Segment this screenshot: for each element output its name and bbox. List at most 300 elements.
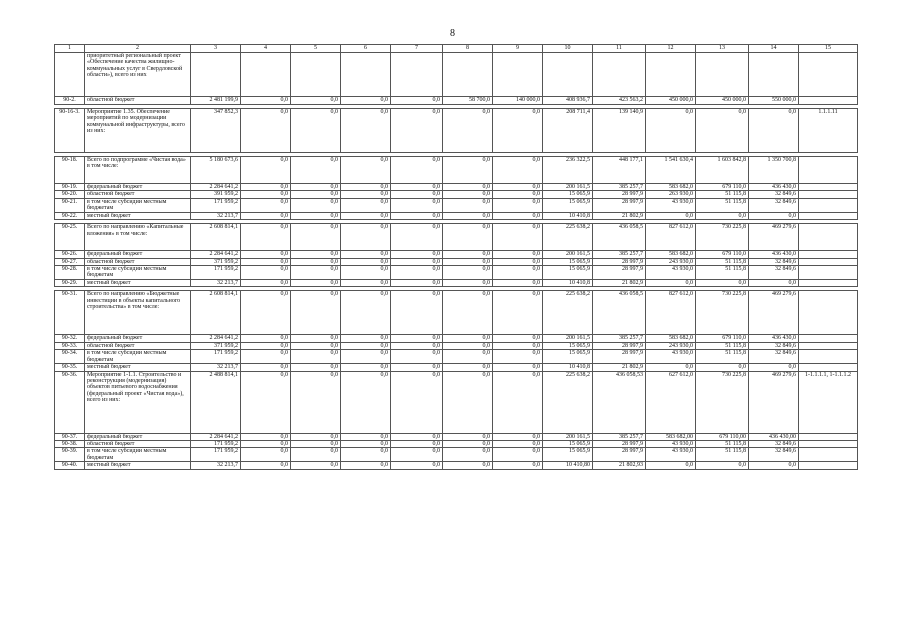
target-ref-cell xyxy=(799,441,858,448)
amount-cell: 0,0 xyxy=(341,441,391,448)
amount-cell: 0,0 xyxy=(341,462,391,469)
table-row xyxy=(55,266,858,280)
amount-cell: 43 930,0 xyxy=(646,448,696,462)
amount-cell: 423 563,2 xyxy=(593,97,646,105)
row-code-cell: 90-18. xyxy=(55,157,85,184)
amount-cell: 0,0 xyxy=(391,441,443,448)
amount-cell: 0,0 xyxy=(241,335,291,342)
amount-cell: 0,0 xyxy=(341,251,391,258)
amount-cell: 43 930,0 xyxy=(646,441,696,448)
target-ref-cell xyxy=(799,157,858,184)
amount-cell: 2 284 641,2 xyxy=(191,433,241,440)
amount-cell: 21 802,93 xyxy=(593,462,646,469)
amount-cell: 0,0 xyxy=(493,350,543,364)
amount-cell: 10 410,8 xyxy=(543,212,593,219)
amount-cell: 408 936,7 xyxy=(543,97,593,105)
row-description-cell: приоритетный региональный проект «Обеспечение качества жилищно-коммунальных услуг в Свердловской области»), всего из них xyxy=(85,53,191,97)
row-code-cell: 90-32. xyxy=(55,335,85,342)
amount-cell: 140 000,0 xyxy=(493,97,543,105)
row-code-cell: 90-21. xyxy=(55,198,85,212)
amount-cell: 0,0 xyxy=(291,280,341,287)
row-code-cell: 90-25. xyxy=(55,224,85,251)
amount-cell: 0,0 xyxy=(341,157,391,184)
table-row xyxy=(55,258,858,265)
amount-cell: 10 410,8 xyxy=(543,364,593,371)
header-cell: 15 xyxy=(799,45,858,53)
row-description-cell: Мероприятие 1-1.1. Строительство и реконструкция (модернизация) объектов питьевого водоснабжения (федеральный проект «Чистая вода»), всего из них: xyxy=(85,371,191,433)
amount-cell: 436 058,53 xyxy=(593,371,646,433)
amount-cell: 0,0 xyxy=(646,109,696,153)
target-ref-cell xyxy=(799,342,858,349)
amount-cell xyxy=(749,53,799,97)
amount-cell: 32 213,7 xyxy=(191,462,241,469)
target-ref-cell xyxy=(799,212,858,219)
header-cell: 5 xyxy=(291,45,341,53)
amount-cell: 263 930,0 xyxy=(646,191,696,198)
header-cell: 10 xyxy=(543,45,593,53)
amount-cell: 583 682,0 xyxy=(646,335,696,342)
amount-cell: 0,0 xyxy=(493,198,543,212)
amount-cell: 0,0 xyxy=(291,251,341,258)
amount-cell: 2 284 641,2 xyxy=(191,251,241,258)
amount-cell: 32 213,7 xyxy=(191,280,241,287)
amount-cell: 0,0 xyxy=(749,109,799,153)
amount-cell: 0,0 xyxy=(493,342,543,349)
amount-cell: 0,0 xyxy=(493,448,543,462)
amount-cell: 0,0 xyxy=(291,97,341,105)
amount-cell: 0,0 xyxy=(291,291,341,335)
amount-cell: 51 115,8 xyxy=(696,448,749,462)
amount-cell: 0,0 xyxy=(391,184,443,191)
amount-cell: 225 638,2 xyxy=(543,371,593,433)
amount-cell: 15 065,9 xyxy=(543,191,593,198)
amount-cell: 0,0 xyxy=(391,350,443,364)
amount-cell: 0,0 xyxy=(493,157,543,184)
row-code-cell: 90-33. xyxy=(55,342,85,349)
amount-cell: 679 110,0 xyxy=(696,184,749,191)
amount-cell: 0,0 xyxy=(391,251,443,258)
table-row xyxy=(55,364,858,371)
amount-cell: 0,0 xyxy=(241,97,291,105)
amount-cell: 28 997,9 xyxy=(593,191,646,198)
amount-cell: 0,0 xyxy=(646,212,696,219)
amount-cell: 51 115,8 xyxy=(696,191,749,198)
header-cell: 11 xyxy=(593,45,646,53)
header-cell: 13 xyxy=(696,45,749,53)
amount-cell: 0,0 xyxy=(291,212,341,219)
target-ref-cell xyxy=(799,224,858,251)
amount-cell: 371 959,2 xyxy=(191,342,241,349)
amount-cell xyxy=(291,53,341,97)
amount-cell: 0,0 xyxy=(291,335,341,342)
amount-cell: 2 284 641,2 xyxy=(191,184,241,191)
amount-cell: 385 257,7 xyxy=(593,433,646,440)
target-ref-cell xyxy=(799,258,858,265)
amount-cell: 43 930,0 xyxy=(646,350,696,364)
table-row xyxy=(55,198,858,212)
amount-cell: 15 065,9 xyxy=(543,350,593,364)
amount-cell: 43 930,0 xyxy=(646,198,696,212)
amount-cell: 0,0 xyxy=(443,433,493,440)
row-code-cell: 90-36. xyxy=(55,371,85,433)
amount-cell: 15 065,9 xyxy=(543,266,593,280)
amount-cell: 385 257,7 xyxy=(593,184,646,191)
amount-cell: 51 115,8 xyxy=(696,198,749,212)
amount-cell: 5 180 673,6 xyxy=(191,157,241,184)
amount-cell: 225 638,2 xyxy=(543,291,593,335)
amount-cell: 0,0 xyxy=(493,280,543,287)
amount-cell: 0,0 xyxy=(341,109,391,153)
row-code-cell: 90-37. xyxy=(55,433,85,440)
amount-cell: 450 000,0 xyxy=(646,97,696,105)
amount-cell: 0,0 xyxy=(443,198,493,212)
row-description-cell: федеральный бюджет xyxy=(85,433,191,440)
table-row xyxy=(55,448,858,462)
amount-cell: 0,0 xyxy=(443,448,493,462)
amount-cell: 730 225,8 xyxy=(696,371,749,433)
amount-cell: 0,0 xyxy=(341,184,391,191)
table-row xyxy=(55,224,858,251)
amount-cell: 51 115,8 xyxy=(696,441,749,448)
amount-cell: 371 959,2 xyxy=(191,258,241,265)
row-description-cell: в том числе субсидии местным бюджетам xyxy=(85,448,191,462)
amount-cell: 15 065,9 xyxy=(543,441,593,448)
amount-cell: 0,0 xyxy=(391,258,443,265)
amount-cell: 0,0 xyxy=(391,157,443,184)
amount-cell: 448 177,1 xyxy=(593,157,646,184)
amount-cell: 0,0 xyxy=(696,212,749,219)
target-ref-cell xyxy=(799,251,858,258)
amount-cell: 0,0 xyxy=(241,280,291,287)
amount-cell: 0,0 xyxy=(341,448,391,462)
amount-cell: 0,0 xyxy=(443,184,493,191)
amount-cell: 0,0 xyxy=(391,198,443,212)
amount-cell: 0,0 xyxy=(291,433,341,440)
amount-cell: 0,0 xyxy=(391,371,443,433)
amount-cell: 15 065,9 xyxy=(543,258,593,265)
amount-cell: 32 849,6 xyxy=(749,198,799,212)
row-code-cell: 90-26. xyxy=(55,251,85,258)
row-description-cell: Мероприятие 1.35. Обеспечение мероприятий по модернизации коммунальной инфраструктуры, всего из них: xyxy=(85,109,191,153)
amount-cell: 0,0 xyxy=(443,335,493,342)
amount-cell: 243 930,0 xyxy=(646,342,696,349)
amount-cell: 0,0 xyxy=(696,364,749,371)
amount-cell: 21 802,9 xyxy=(593,212,646,219)
row-code-cell: 90-20. xyxy=(55,191,85,198)
amount-cell: 0,0 xyxy=(391,291,443,335)
row-description-cell: местный бюджет xyxy=(85,212,191,219)
amount-cell: 51 115,8 xyxy=(696,342,749,349)
amount-cell: 0,0 xyxy=(291,224,341,251)
amount-cell: 0,0 xyxy=(241,191,291,198)
row-code-cell: 90-35. xyxy=(55,364,85,371)
amount-cell: 679 110,00 xyxy=(696,433,749,440)
header-cell: 2 xyxy=(85,45,191,53)
amount-cell: 28 997,9 xyxy=(593,258,646,265)
amount-cell: 0,0 xyxy=(749,364,799,371)
amount-cell: 0,0 xyxy=(443,280,493,287)
amount-cell: 0,0 xyxy=(291,448,341,462)
amount-cell: 0,0 xyxy=(493,441,543,448)
table-row xyxy=(55,212,858,219)
amount-cell: 0,0 xyxy=(291,266,341,280)
amount-cell: 208 711,4 xyxy=(543,109,593,153)
amount-cell: 0,0 xyxy=(241,184,291,191)
amount-cell: 2 608 814,1 xyxy=(191,291,241,335)
amount-cell: 0,0 xyxy=(241,462,291,469)
amount-cell: 0,0 xyxy=(493,371,543,433)
row-code-cell: 90-31. xyxy=(55,291,85,335)
amount-cell: 15 065,9 xyxy=(543,342,593,349)
amount-cell: 0,0 xyxy=(291,441,341,448)
amount-cell: 32 213,7 xyxy=(191,364,241,371)
amount-cell: 58 700,0 xyxy=(443,97,493,105)
amount-cell: 0,0 xyxy=(341,198,391,212)
amount-cell: 0,0 xyxy=(291,157,341,184)
amount-cell: 171 959,2 xyxy=(191,198,241,212)
amount-cell: 0,0 xyxy=(443,291,493,335)
target-ref-cell: 1.1.1.11 xyxy=(799,109,858,153)
header-cell: 8 xyxy=(443,45,493,53)
amount-cell: 0,0 xyxy=(443,462,493,469)
amount-cell: 0,0 xyxy=(241,224,291,251)
row-description-cell: местный бюджет xyxy=(85,280,191,287)
target-ref-cell xyxy=(799,433,858,440)
amount-cell: 0,0 xyxy=(493,109,543,153)
table-row xyxy=(55,109,858,153)
amount-cell: 0,0 xyxy=(391,280,443,287)
header-cell: 9 xyxy=(493,45,543,53)
row-description-cell: федеральный бюджет xyxy=(85,335,191,342)
target-ref-cell xyxy=(799,462,858,469)
amount-cell: 32 849,6 xyxy=(749,448,799,462)
amount-cell: 2 284 641,2 xyxy=(191,335,241,342)
header-cell: 7 xyxy=(391,45,443,53)
table-row xyxy=(55,433,858,440)
amount-cell: 0,0 xyxy=(291,350,341,364)
row-description-cell: федеральный бюджет xyxy=(85,184,191,191)
amount-cell: 200 161,5 xyxy=(543,335,593,342)
amount-cell: 469 279,6 xyxy=(749,291,799,335)
amount-cell: 0,0 xyxy=(241,266,291,280)
amount-cell: 0,0 xyxy=(391,448,443,462)
target-ref-cell xyxy=(799,184,858,191)
row-code-cell: 90-34. xyxy=(55,350,85,364)
amount-cell: 0,0 xyxy=(749,280,799,287)
amount-cell: 51 115,8 xyxy=(696,258,749,265)
amount-cell: 0,0 xyxy=(646,364,696,371)
header-cell: 1 xyxy=(55,45,85,53)
amount-cell: 0,0 xyxy=(341,433,391,440)
amount-cell: 391 959,2 xyxy=(191,191,241,198)
amount-cell: 550 000,0 xyxy=(749,97,799,105)
amount-cell: 0,0 xyxy=(341,364,391,371)
row-description-cell: областной бюджет xyxy=(85,97,191,105)
amount-cell: 0,0 xyxy=(241,448,291,462)
amount-cell: 436 058,5 xyxy=(593,224,646,251)
amount-cell: 0,0 xyxy=(443,441,493,448)
amount-cell xyxy=(241,53,291,97)
amount-cell xyxy=(543,53,593,97)
table-row xyxy=(55,157,858,184)
amount-cell: 0,0 xyxy=(341,224,391,251)
amount-cell: 32 849,6 xyxy=(749,342,799,349)
amount-cell: 15 065,9 xyxy=(543,448,593,462)
amount-cell: 28 997,9 xyxy=(593,266,646,280)
amount-cell: 10 410,8 xyxy=(543,280,593,287)
row-code-cell: 90-16-3. xyxy=(55,109,85,153)
amount-cell: 0,0 xyxy=(443,109,493,153)
target-ref-cell xyxy=(799,364,858,371)
header-cell: 6 xyxy=(341,45,391,53)
row-description-cell: областной бюджет xyxy=(85,191,191,198)
amount-cell: 0,0 xyxy=(241,342,291,349)
amount-cell: 0,0 xyxy=(291,342,341,349)
row-description-cell: областной бюджет xyxy=(85,441,191,448)
amount-cell: 385 257,7 xyxy=(593,251,646,258)
table-row xyxy=(55,462,858,469)
amount-cell xyxy=(443,53,493,97)
row-description-cell: в том числе субсидии местным бюджетам xyxy=(85,198,191,212)
amount-cell: 0,0 xyxy=(749,462,799,469)
amount-cell xyxy=(191,53,241,97)
amount-cell xyxy=(493,53,543,97)
amount-cell: 0,0 xyxy=(391,191,443,198)
amount-cell: 347 852,3 xyxy=(191,109,241,153)
amount-cell: 0,0 xyxy=(391,335,443,342)
amount-cell: 0,0 xyxy=(493,224,543,251)
amount-cell: 2 488 814,1 xyxy=(191,371,241,433)
amount-cell xyxy=(593,53,646,97)
table-row xyxy=(55,335,858,342)
row-code-cell: 90-27. xyxy=(55,258,85,265)
amount-cell: 0,0 xyxy=(241,371,291,433)
amount-cell: 0,0 xyxy=(341,191,391,198)
row-code-cell: 90-38. xyxy=(55,441,85,448)
amount-cell: 0,0 xyxy=(493,212,543,219)
amount-cell: 1 603 842,8 xyxy=(696,157,749,184)
table-row xyxy=(55,371,858,433)
amount-cell: 0,0 xyxy=(291,364,341,371)
amount-cell: 0,0 xyxy=(391,433,443,440)
table-row xyxy=(55,291,858,335)
amount-cell: 469 279,6 xyxy=(749,224,799,251)
amount-cell: 0,0 xyxy=(493,184,543,191)
amount-cell: 0,0 xyxy=(341,371,391,433)
amount-cell: 0,0 xyxy=(241,109,291,153)
amount-cell: 0,0 xyxy=(493,291,543,335)
amount-cell: 0,0 xyxy=(443,258,493,265)
amount-cell: 583 682,00 xyxy=(646,433,696,440)
amount-cell: 0,0 xyxy=(341,350,391,364)
row-code-cell: 90-22. xyxy=(55,212,85,219)
amount-cell: 171 959,2 xyxy=(191,350,241,364)
target-ref-cell xyxy=(799,350,858,364)
amount-cell: 243 930,0 xyxy=(646,258,696,265)
amount-cell: 200 161,5 xyxy=(543,251,593,258)
amount-cell: 0,0 xyxy=(291,371,341,433)
amount-cell: 32 849,6 xyxy=(749,258,799,265)
target-ref-cell: 1-1.1.1.1, 1-1.1.1.2 xyxy=(799,371,858,433)
amount-cell: 0,0 xyxy=(493,335,543,342)
row-code-cell: 90-2. xyxy=(55,97,85,105)
amount-cell: 236 322,5 xyxy=(543,157,593,184)
row-code-cell: 90-28. xyxy=(55,266,85,280)
amount-cell: 0,0 xyxy=(241,251,291,258)
amount-cell: 0,0 xyxy=(493,433,543,440)
amount-cell: 0,0 xyxy=(341,258,391,265)
amount-cell: 0,0 xyxy=(341,266,391,280)
amount-cell: 0,0 xyxy=(391,224,443,251)
amount-cell: 0,0 xyxy=(443,224,493,251)
row-code-cell: 90-29. xyxy=(55,280,85,287)
amount-cell: 0,0 xyxy=(241,433,291,440)
amount-cell: 436 430,00 xyxy=(749,433,799,440)
table-row xyxy=(55,97,858,105)
header-cell: 14 xyxy=(749,45,799,53)
header-cell: 12 xyxy=(646,45,696,53)
amount-cell: 0,0 xyxy=(443,157,493,184)
amount-cell: 171 959,2 xyxy=(191,441,241,448)
row-description-cell: Всего по подпрограмме «Чистая вода» в том числе: xyxy=(85,157,191,184)
amount-cell: 0,0 xyxy=(493,251,543,258)
amount-cell: 827 612,0 xyxy=(646,291,696,335)
amount-cell: 0,0 xyxy=(696,109,749,153)
amount-cell: 0,0 xyxy=(341,212,391,219)
amount-cell: 0,0 xyxy=(391,212,443,219)
row-code-cell: 90-19. xyxy=(55,184,85,191)
amount-cell: 0,0 xyxy=(291,198,341,212)
amount-cell: 583 682,0 xyxy=(646,251,696,258)
table-row xyxy=(55,280,858,287)
table-row xyxy=(55,53,858,97)
amount-cell xyxy=(391,53,443,97)
amount-cell: 436 430,0 xyxy=(749,335,799,342)
amount-cell: 436 430,0 xyxy=(749,184,799,191)
row-description-cell: Всего по направлению «Бюджетные инвестиции в объекты капитального строительства» в том числе: xyxy=(85,291,191,335)
amount-cell: 2 608 814,1 xyxy=(191,224,241,251)
target-ref-cell xyxy=(799,280,858,287)
amount-cell: 0,0 xyxy=(493,191,543,198)
amount-cell: 0,0 xyxy=(341,335,391,342)
amount-cell: 2 481 199,9 xyxy=(191,97,241,105)
amount-cell: 0,0 xyxy=(241,350,291,364)
amount-cell xyxy=(696,53,749,97)
row-code-cell xyxy=(55,53,85,97)
row-description-cell: в том числе субсидии местным бюджетам xyxy=(85,266,191,280)
row-code-cell: 90-39. xyxy=(55,448,85,462)
amount-cell: 32 849,6 xyxy=(749,266,799,280)
amount-cell: 0,0 xyxy=(291,258,341,265)
row-description-cell: в том числе субсидии местным бюджетам xyxy=(85,350,191,364)
amount-cell: 51 115,8 xyxy=(696,266,749,280)
amount-cell: 0,0 xyxy=(443,251,493,258)
table-row xyxy=(55,350,858,364)
amount-cell: 0,0 xyxy=(391,462,443,469)
amount-cell: 21 802,9 xyxy=(593,364,646,371)
amount-cell: 28 997,9 xyxy=(593,350,646,364)
amount-cell: 0,0 xyxy=(646,280,696,287)
amount-cell xyxy=(341,53,391,97)
amount-cell: 679 110,0 xyxy=(696,251,749,258)
table-row xyxy=(55,342,858,349)
amount-cell: 32 849,6 xyxy=(749,191,799,198)
header-row xyxy=(55,45,858,53)
amount-cell: 0,0 xyxy=(241,157,291,184)
header-cell: 4 xyxy=(241,45,291,53)
amount-cell: 627 612,0 xyxy=(646,371,696,433)
amount-cell: 0,0 xyxy=(696,462,749,469)
